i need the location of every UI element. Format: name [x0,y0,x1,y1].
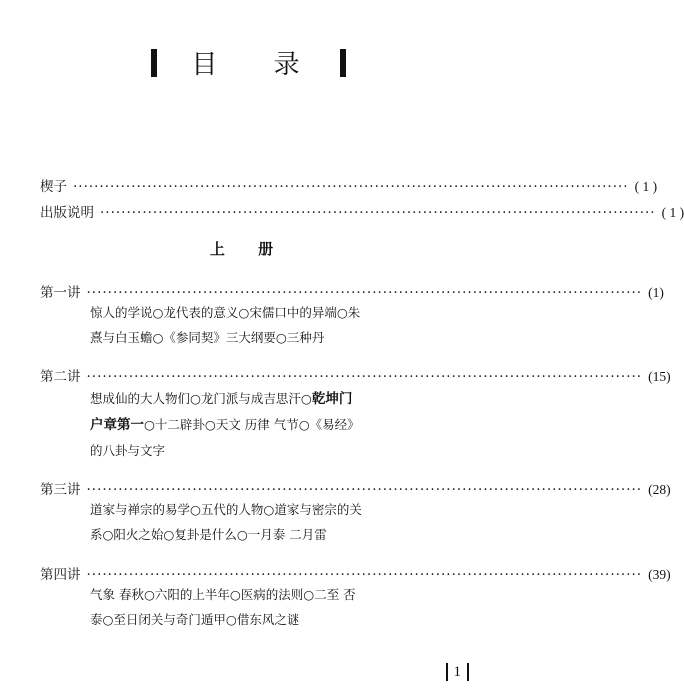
dot-leader: ········································································································· [86,285,643,301]
entry-page: (28) [648,482,671,497]
chapter-4-summary [90,582,440,632]
footer-right-bar [467,663,469,681]
chapter-2-summary [90,386,440,463]
toc-entry-chapter-1[interactable] [40,281,664,301]
toc-entry-prologue[interactable] [40,175,658,195]
entry-page: (1) [648,285,664,300]
toc-entry-publication-note[interactable] [40,201,684,221]
page-number: 1 [453,663,461,680]
chapter-3-summary [90,497,440,547]
summary-bold-text: 户章第一 [90,417,144,433]
summary-line [90,412,440,438]
entry-page: (15) [648,369,671,384]
entry-label: 第一讲 [40,285,81,301]
entry-page: (39) [648,567,671,582]
dot-leader: ········································································································· [86,482,643,498]
footer-left-bar [446,663,448,681]
dot-leader: ········································································································· [73,179,629,195]
volume-heading: 上 册 [209,240,288,258]
toc-entry-chapter-3[interactable] [40,478,671,498]
chapter-1-summary [90,300,440,350]
summary-line: 惊人的学说○龙代表的意义○宋儒口中的异端○朱 [90,305,361,320]
entry-page: ( 1 ) [634,179,658,194]
title-right-bar [340,49,346,77]
summary-line: 泰○至日闭关与奇门遁甲○借东风之谜 [90,612,300,627]
entry-label: 出版说明 [40,205,94,221]
entry-label: 楔子 [40,179,67,195]
entry-label: 第三讲 [40,482,81,498]
summary-line: 系○阳火之始○复卦是什么○一月泰 二月雷 [90,527,327,542]
toc-title [0,44,497,81]
summary-text: ○十二辟卦○天文 历律 气节○《易经》 [144,417,360,432]
toc-entry-chapter-2[interactable] [40,365,671,385]
dot-leader: ········································································································· [86,369,643,385]
entry-page: ( 1 ) [661,205,684,220]
summary-line: 熹与白玉蟾○《参同契》三大纲要○三种丹 [90,330,325,345]
toc-title-text: 目 录 [191,50,324,80]
toc-entry-chapter-4[interactable] [40,563,671,583]
summary-line: 道家与禅宗的易学○五代的人物○道家与密宗的关 [90,502,362,517]
summary-line: 的八卦与文字 [90,443,166,458]
entry-label: 第二讲 [40,369,81,385]
summary-line: 气象 春秋○六阳的上半年○医病的法则○二至 否 [90,587,356,602]
entry-label: 第四讲 [40,567,81,583]
dot-leader: ········································································································· [86,567,643,583]
page-footer [440,663,475,681]
summary-line [90,386,440,412]
title-left-bar [151,49,157,77]
summary-bold-text: 乾坤门 [311,391,353,407]
summary-text: 想成仙的大人物们○龙门派与成吉思汗○ [90,391,312,406]
dot-leader: ········································································································· [100,205,656,221]
